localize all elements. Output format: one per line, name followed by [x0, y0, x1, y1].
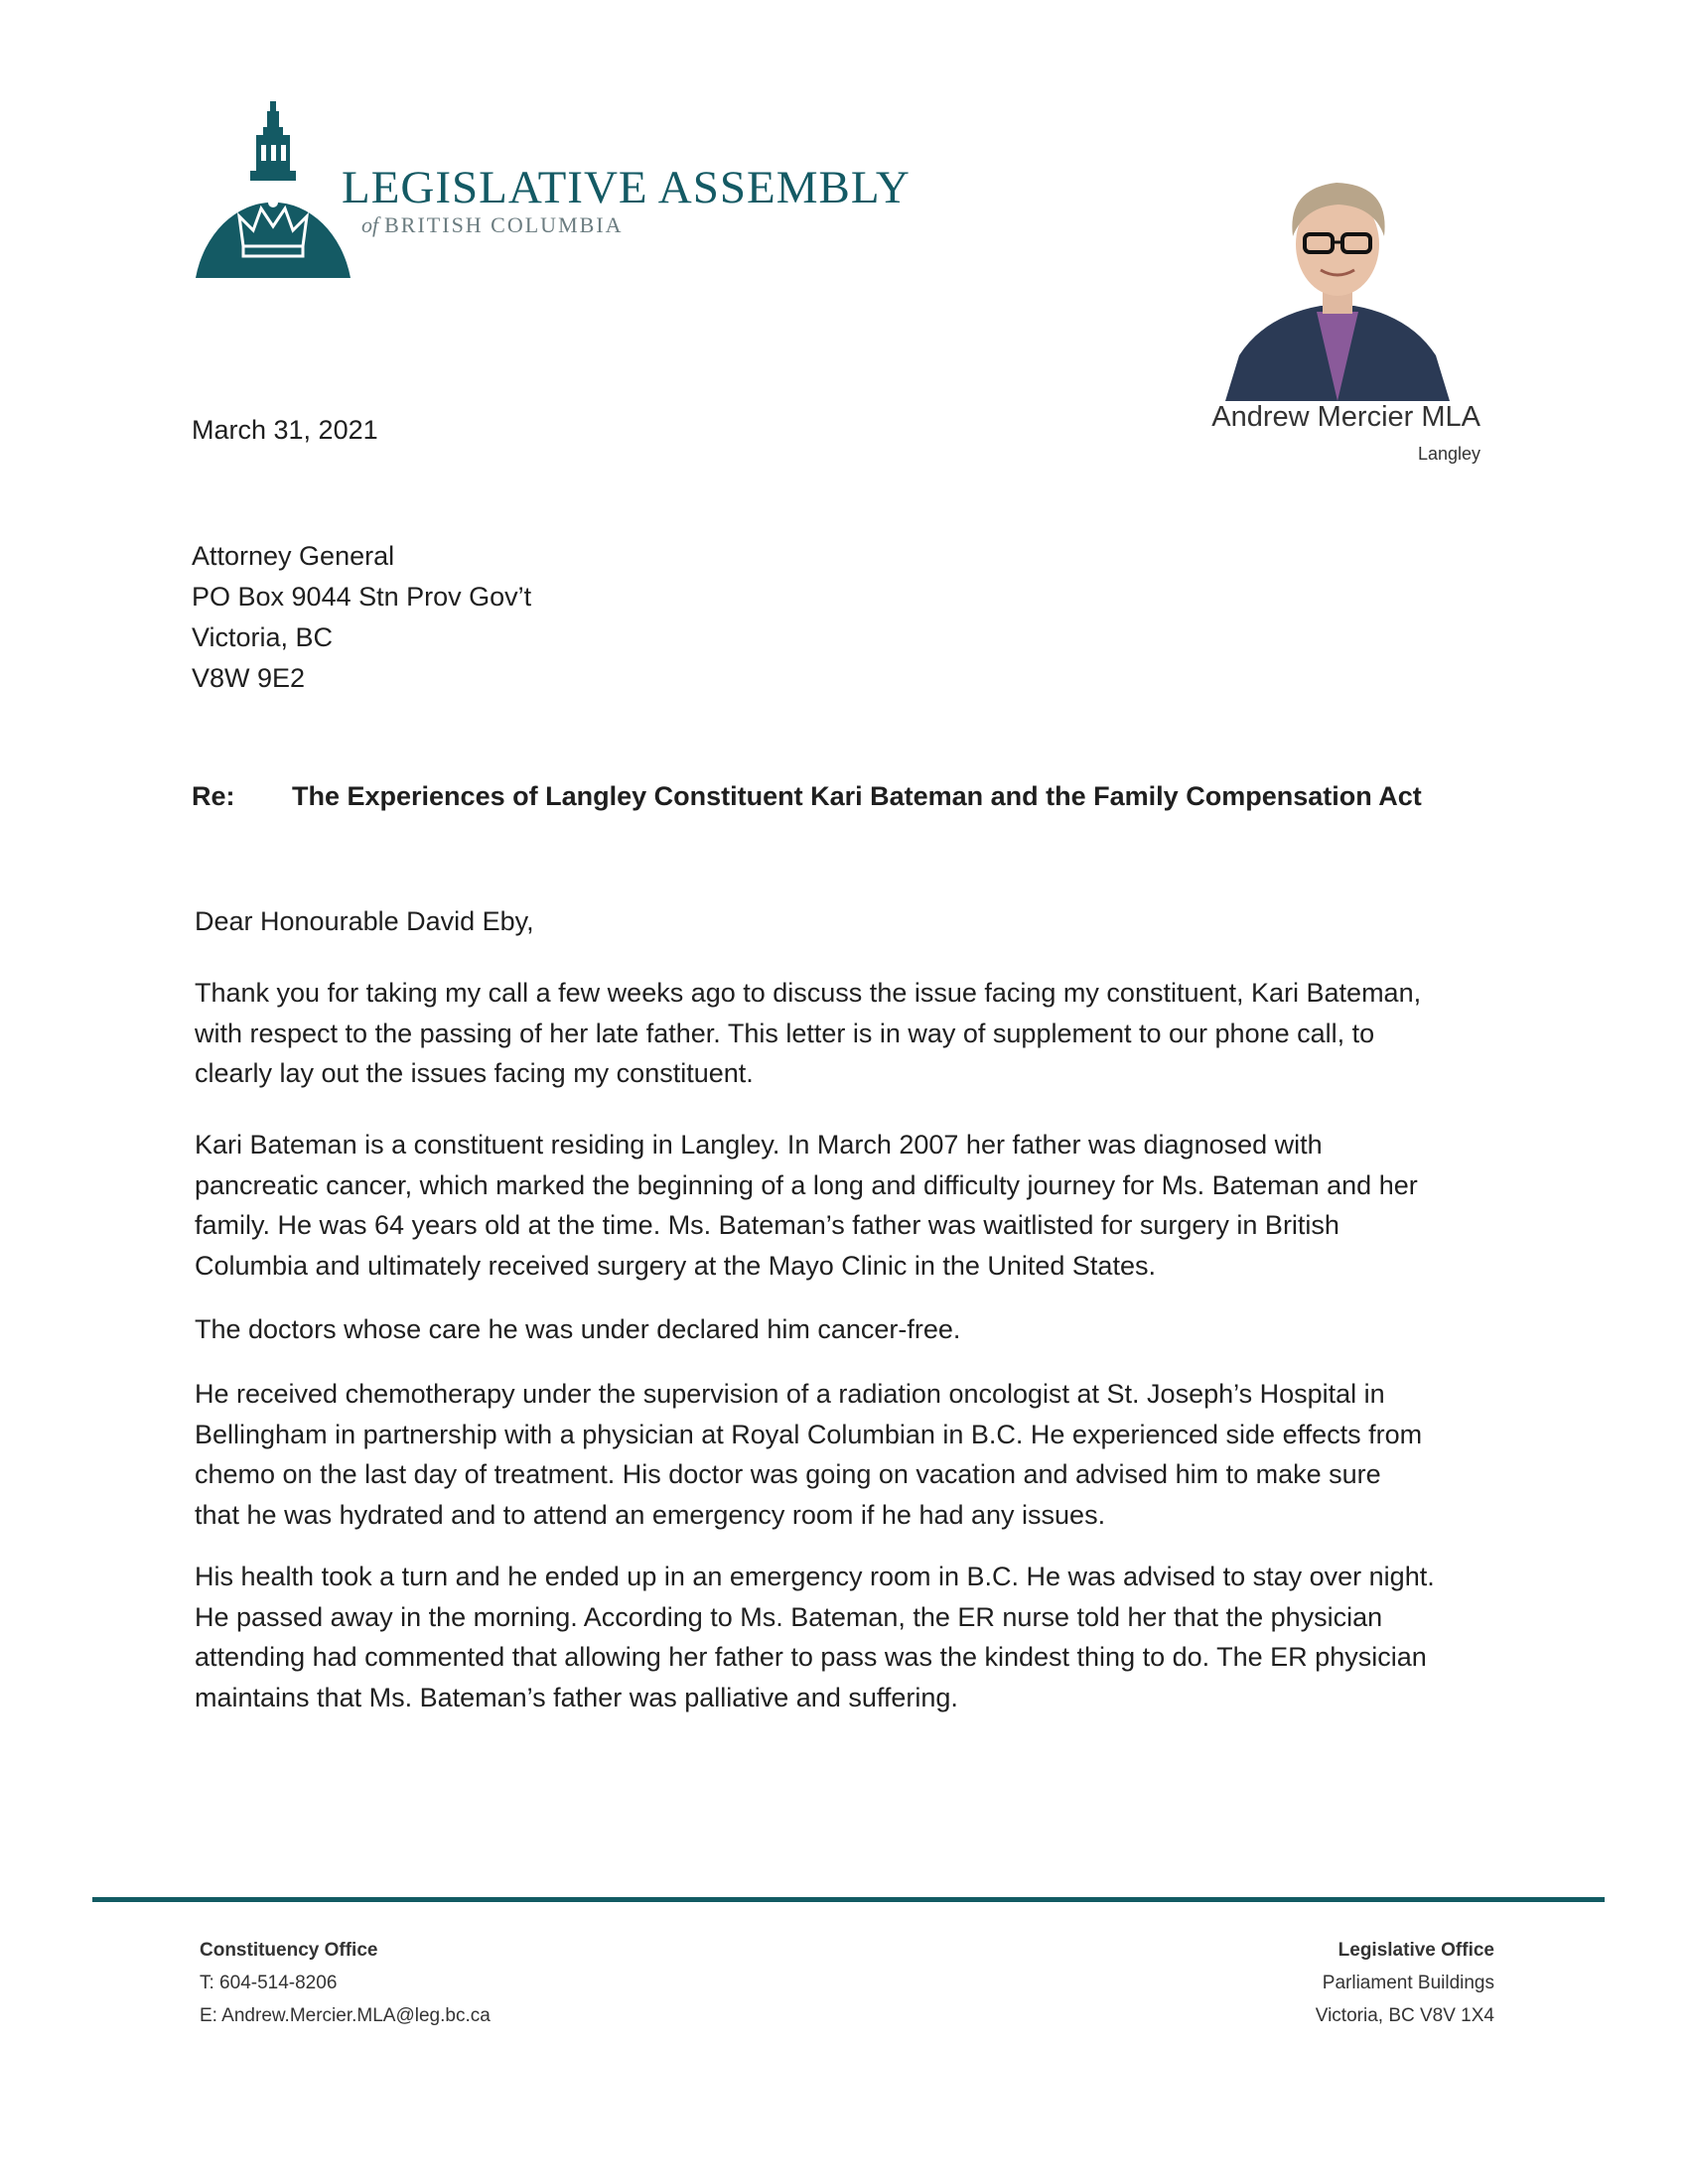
body-line: He received chemotherapy under the supervision of a radiation oncologist at St. Joseph’s Hospital in: [195, 1379, 1385, 1409]
mla-name: Andrew Mercier MLA: [1211, 401, 1480, 433]
subject-line: The Experiences of Langley Constituent Kari Bateman and the Family Compensation Act: [292, 781, 1422, 811]
body-line: He passed away in the morning. According to Ms. Bateman, the ER nurse told her that the physician: [195, 1601, 1383, 1632]
legislature-dome-crown-icon: [194, 97, 360, 286]
legislative-office-block: [1316, 1934, 1494, 2032]
constituency-office-phone: T: 604-514-8206: [200, 1973, 338, 1993]
body-line: Thank you for taking my call a few weeks ago to discuss the issue facing my constituent, Kari Bateman,: [195, 978, 1422, 1008]
recipient-line: Attorney General: [192, 541, 395, 571]
body-line: Columbia and ultimately received surgery at the Mayo Clinic in the United States.: [195, 1250, 1156, 1281]
body-paragraph: [195, 1125, 1495, 1286]
recipient-line: PO Box 9044 Stn Prov Gov’t: [192, 582, 532, 612]
body-line: Kari Bateman is a constituent residing in Langley. In March 2007 her father was diagnosed with: [195, 1130, 1323, 1160]
body-line: The doctors whose care he was under declared him cancer-free.: [195, 1314, 961, 1344]
body-line: family. He was 64 years old at the time. Ms. Bateman’s father was waitlisted for surgery in British: [195, 1210, 1339, 1240]
body-line: clearly lay out the issues facing my constituent.: [195, 1058, 754, 1088]
body-line: Bellingham in partnership with a physician at Royal Columbian in B.C. He experienced side effects from: [195, 1419, 1423, 1449]
body-line: His health took a turn and he ended up in an emergency room in B.C. He was advised to stay over night.: [195, 1562, 1435, 1591]
body-line: attending had commented that allowing her father to pass was the kindest thing to do. The ER physician: [195, 1642, 1427, 1672]
organization-subtitle-text: BRITISH COLUMBIA: [384, 212, 624, 237]
mla-portrait-photo: [1225, 167, 1450, 401]
organization-subtitle: [361, 212, 624, 238]
body-paragraph: [195, 1374, 1495, 1535]
legislative-office-line: Victoria, BC V8V 1X4: [1315, 2005, 1494, 2026]
recipient-line: V8W 9E2: [192, 663, 306, 693]
organization-subtitle-of: of: [361, 212, 379, 237]
salutation: Dear Honourable David Eby,: [195, 906, 534, 936]
body-paragraph: [195, 1557, 1495, 1717]
constituency-office-title: Constituency Office: [200, 1940, 378, 1961]
body-paragraph: [195, 1309, 1495, 1350]
body-line: pancreatic cancer, which marked the beginning of a long and difficulty journey for Ms. Bateman and her: [195, 1169, 1418, 1200]
body-line: that he was hydrated and to attend an emergency room if he had any issues.: [195, 1499, 1106, 1530]
recipient-address: [192, 536, 531, 699]
constituency-office-email: E: Andrew.Mercier.MLA@leg.bc.ca: [200, 2005, 491, 2026]
organization-name: LEGISLATIVE ASSEMBLY: [342, 162, 911, 213]
footer-divider: [92, 1897, 1605, 1902]
body-line: chemo on the last day of treatment. His doctor was going on vacation and advised him to make sure: [195, 1459, 1381, 1489]
body-paragraph: [195, 973, 1495, 1094]
constituency-office-block: [200, 1934, 491, 2032]
body-line: with respect to the passing of her late father. This letter is in way of supplement to our phone call, to: [195, 1018, 1375, 1048]
body-line: maintains that Ms. Bateman’s father was palliative and suffering.: [195, 1682, 958, 1712]
mla-riding: Langley: [1417, 444, 1480, 464]
letter-date: March 31, 2021: [192, 415, 378, 445]
legislative-office-line: Parliament Buildings: [1322, 1973, 1494, 1993]
recipient-line: Victoria, BC: [192, 622, 334, 652]
legislative-office-title: Legislative Office: [1338, 1940, 1494, 1961]
subject-label: Re:: [192, 781, 235, 811]
